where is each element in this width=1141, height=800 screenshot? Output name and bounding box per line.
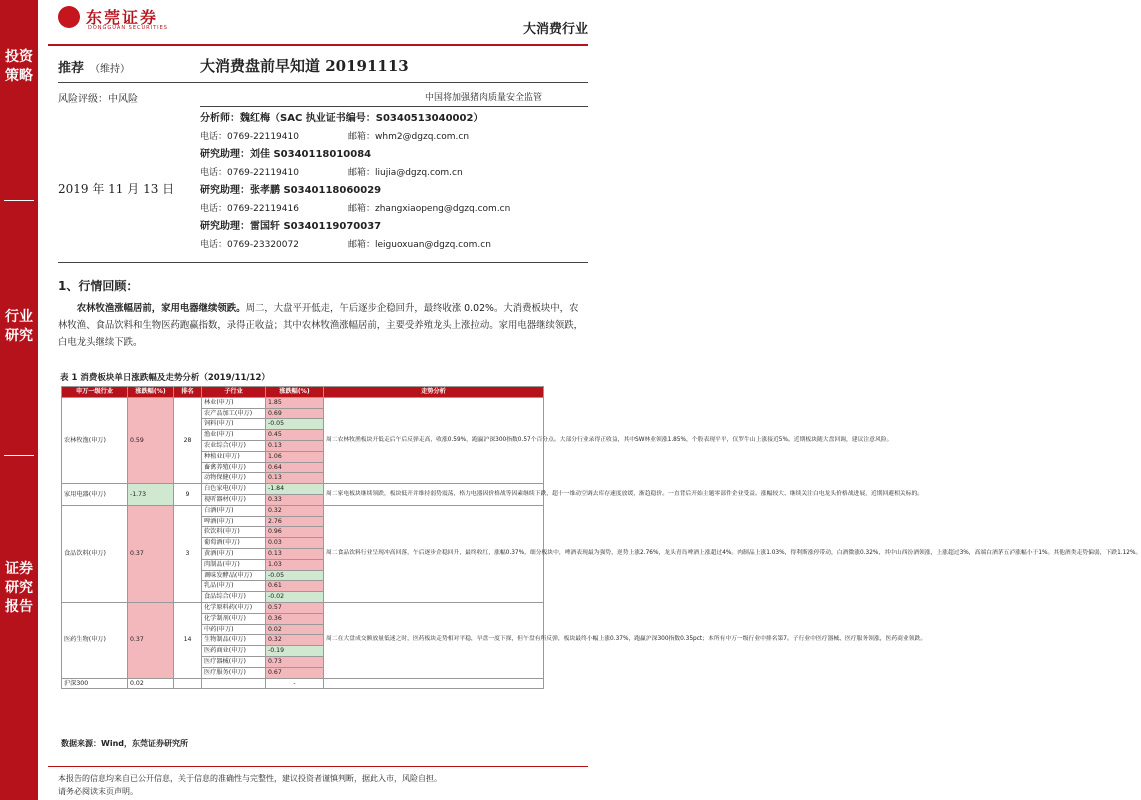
table-header: 涨跌幅(%) bbox=[128, 387, 174, 398]
subsector-name: 饲料(申万) bbox=[202, 419, 266, 430]
sector-rank: 14 bbox=[174, 602, 202, 678]
subsector-name: 中药(申万) bbox=[202, 624, 266, 635]
subsector-change: -1.84 bbox=[266, 484, 324, 495]
sector-name: 农林牧渔(申万) bbox=[62, 397, 128, 483]
sidebar-label-strategy: 投资策略 bbox=[5, 49, 33, 84]
sector-rank: 9 bbox=[174, 484, 202, 506]
subsector-change: 0.67 bbox=[266, 667, 324, 678]
empty-cell: - bbox=[266, 678, 324, 689]
sector-table bbox=[61, 386, 1141, 689]
table-row bbox=[62, 397, 544, 408]
analyst-name: 研究助理：雷国轩 S0340119070037 bbox=[200, 221, 382, 232]
subsector-change: -0.05 bbox=[266, 570, 324, 581]
subsector-name: 农业综合(申万) bbox=[202, 440, 266, 451]
trend-analysis: 周二食品饮料行业呈现冲高回落，午后逐步企稳回升，最终收红，涨幅0.37%，细分板块中，啤酒表现最为强势，逆势上涨2.76%，龙头青岛啤酒上涨超过4%。肉制品上涨1.03%，得利斯涨停带动，白酒微涨0.32%，其中山西汾酒领涨，上涨超过3%，高端白酒茅五泸涨幅小于1%。其他酒类走势偏弱，下跌1.12%。 bbox=[324, 505, 544, 602]
subsector-change: 0.96 bbox=[266, 527, 324, 538]
disclaimer: 本报告的信息均来自已公开信息，关于信息的准确性与完整性，建议投资者谨慎判断，据此入市，风险自担。 bbox=[58, 774, 442, 783]
subsector-name: 畜禽养殖(申万) bbox=[202, 462, 266, 473]
analyst-email[interactable]: 邮箱：whm2@dgzq.com.cn bbox=[348, 132, 470, 142]
subsector-name: 种植业(申万) bbox=[202, 451, 266, 462]
paragraph-body: 周二，大盘平开低走，午后逐步企稳回升，最终收涨 0.02%。大消费板块中，农林牧渔、食品饮料和生物医药跑赢指数，录得正收益；其中农林牧渔涨幅居前，主要受养殖龙头上涨拉动。家用电器继续领跌，白电龙头继续下跌。 bbox=[58, 303, 584, 348]
paragraph-lead: 农林牧渔涨幅居前，家用电器继续领跌。 bbox=[76, 303, 246, 314]
subsector-change: 0.69 bbox=[266, 408, 324, 419]
page-subtitle: 中国将加强猪肉质量安全监管 bbox=[424, 93, 542, 103]
table-row bbox=[62, 678, 544, 689]
rating bbox=[58, 57, 130, 76]
subsector-name: 农产品加工(申万) bbox=[202, 408, 266, 419]
trend-analysis: 周二家电板块继续领跌，板块低开并维持弱势震荡，格力电器因价格战等因素继续下跌，超十一维动空调去库存速度放缓，渐趋稳价。一直背后开始主题零部件企业受益。涨幅较大、继续关注白电龙头价格战进展，近期回避相关标的。 bbox=[324, 484, 544, 506]
analyst-email[interactable]: 邮箱：leiguoxuan@dgzq.com.cn bbox=[348, 240, 491, 250]
data-source: 数据来源：Wind，东莞证券研究所 bbox=[61, 739, 188, 748]
sector-change: 0.37 bbox=[128, 602, 174, 678]
subsector-name: 化学原料药(申万) bbox=[202, 602, 266, 613]
analyst-name: 研究助理：刘佳 S0340118010084 bbox=[200, 149, 372, 160]
sector-change: 0.37 bbox=[128, 505, 174, 602]
footer bbox=[58, 772, 588, 798]
sidebar-label-industry: 行业研究 bbox=[5, 309, 33, 344]
divider bbox=[58, 82, 588, 83]
sector-name: 医药生物(申万) bbox=[62, 602, 128, 678]
subsector-change: 0.32 bbox=[266, 635, 324, 646]
subsector-name: 视听器材(申万) bbox=[202, 494, 266, 505]
table-row bbox=[62, 505, 544, 516]
subsector-name: 白色家电(申万) bbox=[202, 484, 266, 495]
subsector-change: 0.61 bbox=[266, 581, 324, 592]
sector-name: 家用电器(申万) bbox=[62, 484, 128, 506]
analyst-name: 分析师：魏红梅（SAC 执业证书编号：S0340513040002） bbox=[200, 113, 484, 124]
subsector-name: 黄酒(申万) bbox=[202, 548, 266, 559]
subsector-name: 啤酒(申万) bbox=[202, 516, 266, 527]
risk-level: 风险评级：中风险 bbox=[58, 94, 138, 105]
subsector-change: -0.02 bbox=[266, 592, 324, 603]
subsector-change: 0.57 bbox=[266, 602, 324, 613]
subsector-change: 0.13 bbox=[266, 548, 324, 559]
subsector-name: 食品综合(申万) bbox=[202, 592, 266, 603]
divider bbox=[58, 262, 588, 263]
divider bbox=[48, 766, 588, 767]
sector-change: 0.59 bbox=[128, 397, 174, 483]
subsector-change: -0.05 bbox=[266, 419, 324, 430]
analyst-email[interactable]: 邮箱：zhangxiaopeng@dgzq.com.cn bbox=[348, 204, 511, 214]
empty-cell bbox=[174, 678, 202, 689]
sector-name: 沪深300 bbox=[62, 678, 128, 689]
brand-name: 东莞证券 bbox=[86, 8, 159, 27]
header bbox=[48, 0, 588, 46]
subsector-name: 化学制剂(申万) bbox=[202, 613, 266, 624]
sidebar-label-report: 证券研究报告 bbox=[5, 561, 33, 615]
sector-rank: 3 bbox=[174, 505, 202, 602]
subsector-change: -0.19 bbox=[266, 646, 324, 657]
subsector-change: 1.03 bbox=[266, 559, 324, 570]
rating-label: 推荐 bbox=[58, 61, 85, 76]
subsector-name: 医药商业(申万) bbox=[202, 646, 266, 657]
report-date: 2019 年 11 月 13 日 bbox=[58, 182, 175, 196]
subsector-name: 渔业(申万) bbox=[202, 430, 266, 441]
subsector-change: 1.85 bbox=[266, 397, 324, 408]
subsector-change: 0.03 bbox=[266, 538, 324, 549]
sector-change: -1.73 bbox=[128, 484, 174, 506]
subsector-change: 0.02 bbox=[266, 624, 324, 635]
brand-name-en: DONGGUAN SECURITIES bbox=[88, 25, 168, 31]
sidebar-divider bbox=[4, 455, 34, 456]
subsector-name: 乳品(申万) bbox=[202, 581, 266, 592]
subsector-name: 葡萄酒(申万) bbox=[202, 538, 266, 549]
table-header: 申万一级行业 bbox=[62, 387, 128, 398]
subsector-change: 1.06 bbox=[266, 451, 324, 462]
table-header: 子行业 bbox=[202, 387, 266, 398]
subsector-name: 白酒(申万) bbox=[202, 505, 266, 516]
brand-logo-icon bbox=[58, 6, 80, 28]
subsector-change: 2.76 bbox=[266, 516, 324, 527]
analyst-phone: 电话：0769-23320072 bbox=[200, 240, 299, 250]
table-row bbox=[62, 484, 544, 495]
subsector-name: 调味发酵品(申万) bbox=[202, 570, 266, 581]
trend-analysis: 周二在大盘成交额放量低迷之时，医药板块走势相对平稳，早盘一度下探，但午盘有所反弹，板块最终小幅上涨0.37%，跑赢沪深300指数0.35pct；本所有中万一级行业中排名第7。子行业中医疗器械、医疗服务领涨，医药商业领跌。 bbox=[324, 602, 544, 678]
subsector-change: 0.13 bbox=[266, 440, 324, 451]
table-caption: 表 1 消费板块单日涨跌幅及走势分析（2019/11/12） bbox=[60, 373, 270, 383]
subsector-name: 动物保健(申万) bbox=[202, 473, 266, 484]
sidebar bbox=[0, 0, 38, 800]
section-heading: 1、行情回顾： bbox=[58, 279, 139, 293]
table-header: 排名 bbox=[174, 387, 202, 398]
sector-change: 0.02 bbox=[128, 678, 174, 689]
trend-analysis: 周二农林牧渔板块开低走后午后反弹走高，收涨0.59%，跑赢沪深300指数0.57个百分点。大部分行业录得正收益，其中SW林业领涨1.85%，个股表现平平，仅罗牛山上涨接近5%。近期板块随大盘回调，建议注意风险。 bbox=[324, 397, 544, 483]
analyst-phone: 电话：0769-22119410 bbox=[200, 168, 299, 178]
analyst-phone: 电话：0769-22119416 bbox=[200, 204, 299, 214]
rating-sub: （维持） bbox=[90, 64, 131, 75]
analyst-name: 研究助理：张孝鹏 S0340118060029 bbox=[200, 185, 382, 196]
market-review-paragraph bbox=[58, 300, 584, 351]
subsector-change: 0.64 bbox=[266, 462, 324, 473]
analyst-phone: 电话：0769-22119410 bbox=[200, 132, 299, 142]
subsector-name: 软饮料(申万) bbox=[202, 527, 266, 538]
analyst-email[interactable]: 邮箱：liujia@dgzq.com.cn bbox=[348, 168, 463, 178]
subsector-change: 0.73 bbox=[266, 656, 324, 667]
subsector-name: 医疗服务(申万) bbox=[202, 667, 266, 678]
table-row bbox=[62, 602, 544, 613]
disclaimer-notice: 请务必阅读末页声明。 bbox=[58, 787, 138, 796]
subsector-change: 0.13 bbox=[266, 473, 324, 484]
subsector-change: 0.32 bbox=[266, 505, 324, 516]
empty-cell bbox=[324, 678, 544, 689]
table-header: 走势分析 bbox=[324, 387, 544, 398]
subsector-name: 林业(申万) bbox=[202, 397, 266, 408]
divider bbox=[200, 106, 588, 107]
subsector-name: 医疗器械(申万) bbox=[202, 656, 266, 667]
subsector-change: 0.45 bbox=[266, 430, 324, 441]
table-header: 涨跌幅(%) bbox=[266, 387, 324, 398]
sector-rank: 28 bbox=[174, 397, 202, 483]
analyst-list bbox=[200, 110, 580, 254]
industry-label: 大消费行业 bbox=[522, 22, 588, 37]
subsector-name: 生物制品(申万) bbox=[202, 635, 266, 646]
empty-cell bbox=[202, 678, 266, 689]
subsector-change: 0.33 bbox=[266, 494, 324, 505]
subsector-change: 0.36 bbox=[266, 613, 324, 624]
sector-name: 食品饮料(申万) bbox=[62, 505, 128, 602]
subsector-name: 肉制品(申万) bbox=[202, 559, 266, 570]
page-title: 大消费盘前早知道 20191113 bbox=[200, 57, 409, 75]
sidebar-divider bbox=[4, 200, 34, 201]
